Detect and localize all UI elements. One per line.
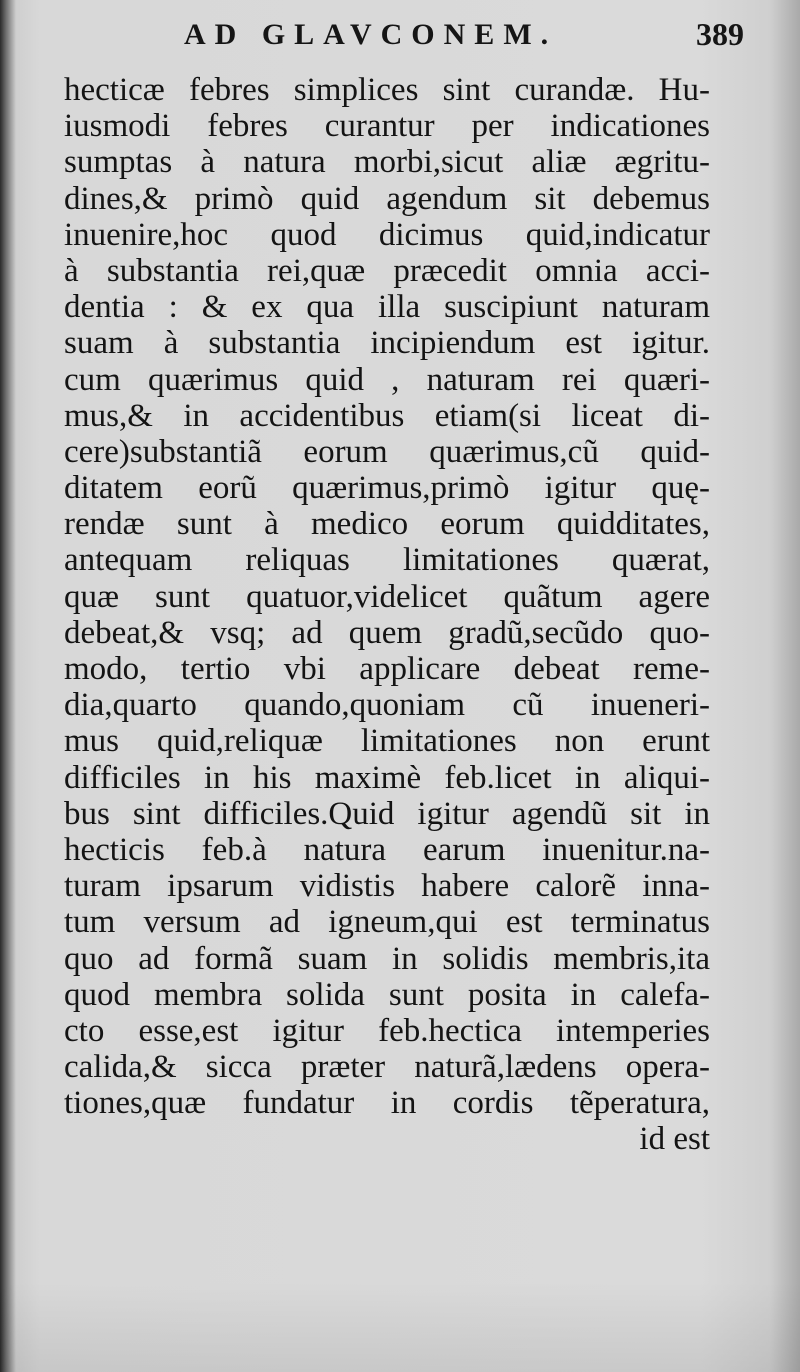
text-line: rendæ sunt à medico eorum quidditates, [64, 506, 710, 543]
text-line: iusmodi febres curantur per indicationes [64, 108, 710, 145]
text-line: mus quid,reliquæ limitationes non erunt [64, 723, 710, 760]
text-line: bus sint difficiles.Quid igitur agendũ sit in [64, 795, 710, 832]
text-line: modo, tertio vbi applicare debeat reme- [64, 651, 710, 687]
text-line: ditatem eorũ quærimus,primò igitur quę- [64, 470, 710, 507]
text-line: antequam reliquas limitationes quærat, [64, 542, 710, 579]
text-line: difficiles in his maximè feb.licet in aliqui- [64, 759, 710, 796]
text-line: hecticæ febres simplices sint curandæ. Hu- [64, 72, 710, 108]
text-line: tum versum ad igneum,qui est terminatus [64, 904, 710, 941]
text-line: quæ sunt quatuor,videlicet quãtum agere [64, 578, 710, 615]
text-line: dia,quarto quando,quoniam cũ inueneri- [64, 687, 710, 724]
text-line: dines,& primò quid agendum sit debemus [64, 180, 710, 217]
body-text [64, 72, 710, 1158]
text-line: turam ipsarum vidistis habere calorẽ inna- [64, 868, 710, 905]
text-line: dentia : & ex qua illa suscipiunt naturam [64, 289, 710, 326]
running-head: AD GLAVCONEM. [184, 18, 558, 51]
text-line: hecticis feb.à natura earum inuenitur.na- [64, 831, 710, 868]
catchword: id est [639, 1121, 710, 1158]
text-line: sumptas à natura morbi,sicut aliæ ægritu- [64, 144, 710, 181]
text-line: calida,& sicca præter naturã,lædens opera- [64, 1049, 710, 1086]
text-line: suam à substantia incipiendum est igitur. [64, 325, 710, 362]
text-line: debeat,& vsq; ad quem gradũ,secũdo quo- [64, 614, 710, 651]
text-line: cum quærimus quid , naturam rei quæri- [64, 361, 710, 398]
text-line: à substantia rei,quæ præcedit omnia acci- [64, 252, 710, 289]
text-line: quod membra solida sunt posita in calefa- [64, 976, 710, 1013]
text-line: cere)substantiã eorum quærimus,cũ quid- [64, 433, 710, 470]
text-line: quo ad formã suam in solidis membris,ita [64, 940, 710, 977]
page-number: 389 [696, 16, 744, 52]
text-line: inuenire,hoc quod dicimus quid,indicatur [64, 216, 710, 253]
page-header [70, 14, 750, 58]
show-through-smudge [40, 1238, 300, 1278]
text-line: cto esse,est igitur feb.hectica intemperies [64, 1012, 710, 1049]
text-line: mus,& in accidentibus etiam(si liceat di- [64, 397, 710, 434]
text-line: tiones,quæ fundatur in cordis tẽperatura, [64, 1085, 710, 1122]
